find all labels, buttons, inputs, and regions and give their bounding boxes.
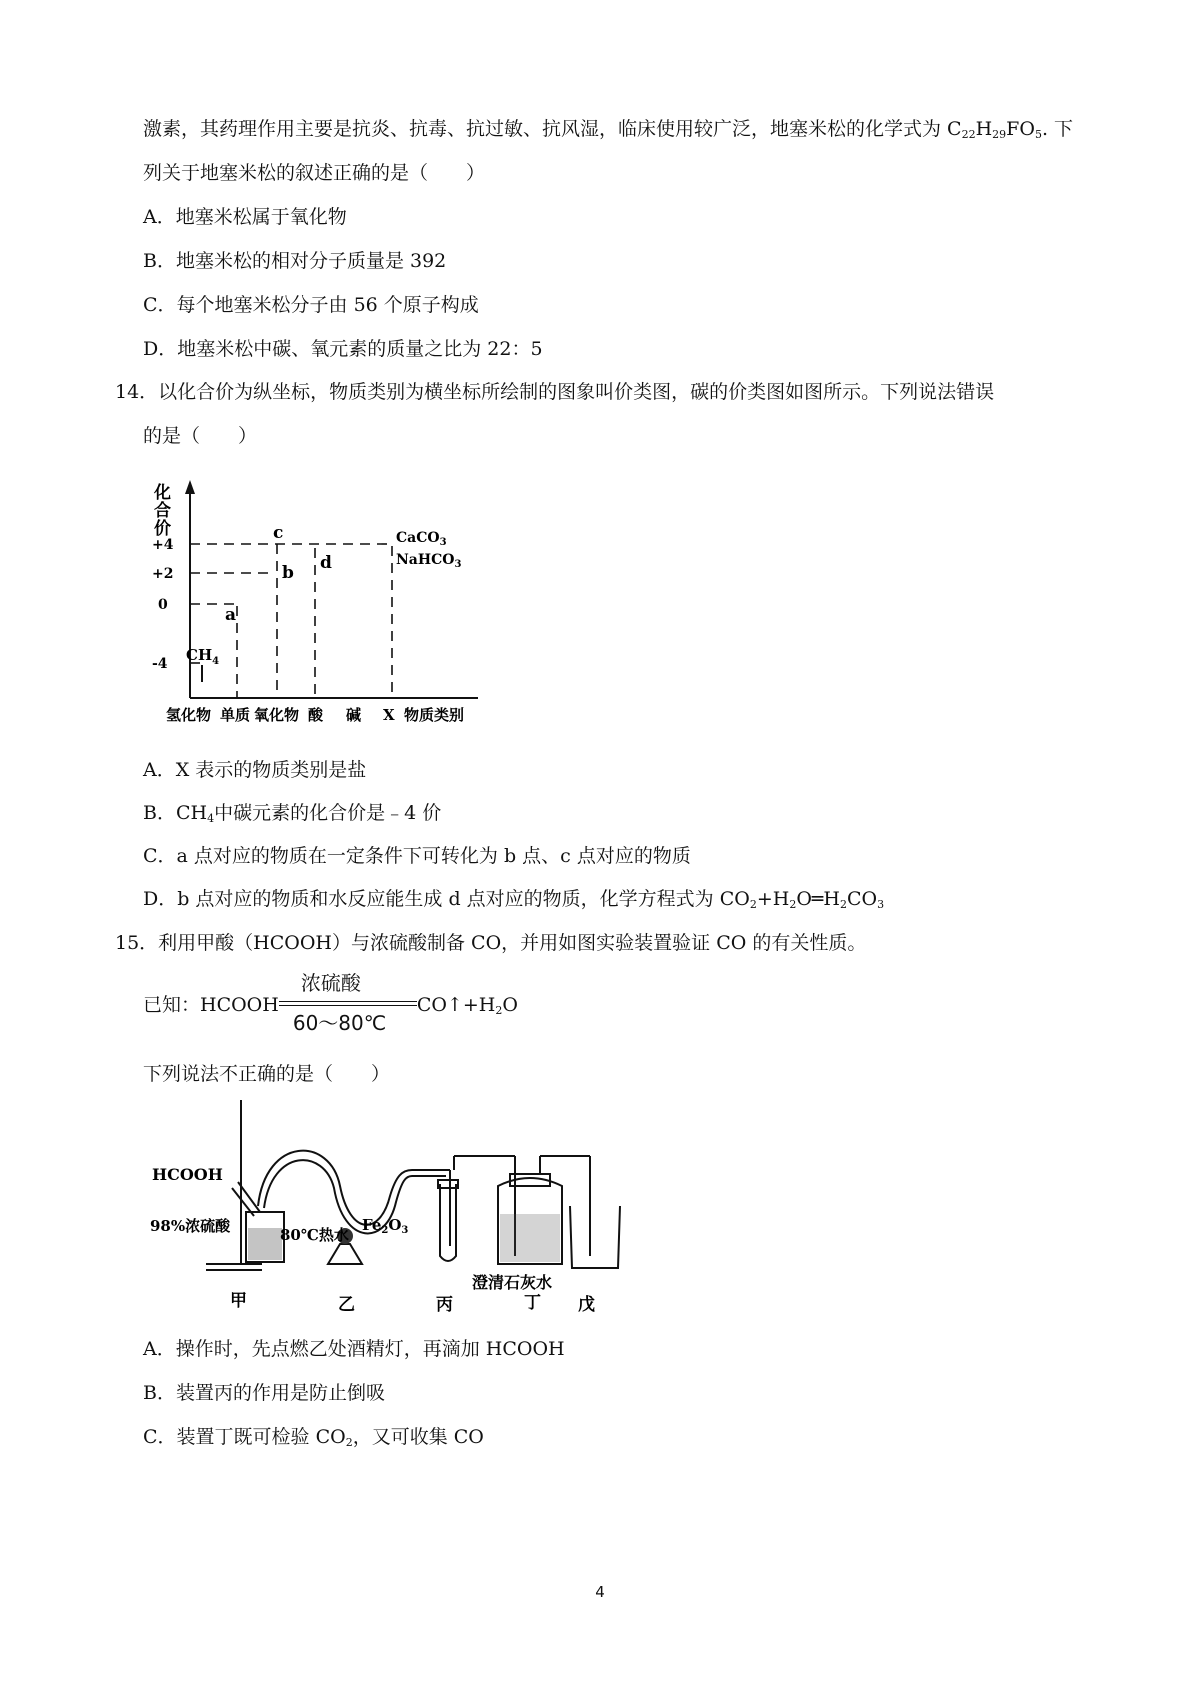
q13-stem-line1: 激素，其药理作用主要是抗炎、抗毒、抗过敏、抗风湿，临床使用较广泛，地塞米松的化学式为 $C_{22}H_{29}FO_5$. 下: [143, 118, 1074, 141]
label-bing: 丙: [436, 1295, 453, 1315]
label-wu: 戊: [578, 1295, 595, 1315]
limewater-label: 澄清石灰水: [472, 1273, 553, 1292]
label-jia: 甲: [230, 1291, 247, 1311]
q13-option-b: B．地塞米松的相对分子质量是 392: [143, 250, 447, 272]
q13-option-d: D．地塞米松中碳、氧元素的质量之比为 22：5: [143, 338, 543, 360]
hcooh-label: HCOOH: [152, 1165, 223, 1184]
x-cat-element: 单质: [220, 706, 251, 724]
q15-known-equation: 已知：HCOOH 浓硫酸 60～80℃ $CO↑+H_2O$: [143, 971, 518, 1035]
q13-stem-line2: 列关于地塞米松的叙述正确的是（ ）: [143, 162, 486, 184]
hot-water-label: 80℃热水: [280, 1226, 349, 1244]
x-cat-base: 碱: [346, 706, 362, 724]
q14-option-d: D．b 点对应的物质和水反应能生成 d 点对应的物质，化学方程式为 $CO_2+H_2O═H_2CO_3$: [143, 888, 885, 911]
x-cat-hydride: 氢化物: [166, 706, 212, 724]
q14-option-a: A．X 表示的物质类别是盐: [143, 759, 367, 781]
point-d: d: [320, 553, 332, 573]
q13-option-c: C．每个地塞米松分子由 56 个原子构成: [143, 294, 479, 316]
q15-option-c: C．装置丁既可检验 $CO_2$，又可收集 CO: [143, 1426, 484, 1449]
x-axis-title: 物质类别: [404, 706, 465, 724]
caco3-label: CaCO$_3$: [396, 530, 447, 548]
q14-stem-line1: 14．以化合价为纵坐标，物质类别为横坐标所绘制的图象叫价类图，碳的价类图如图所示。下列说法错误: [115, 381, 995, 403]
q13-option-a: A．地塞米松属于氧化物: [143, 206, 347, 228]
x-cat-x: X: [383, 706, 395, 724]
y-tick-plus4: +4: [152, 537, 174, 553]
y-tick-plus2: +2: [152, 566, 174, 582]
y-tick-minus4: -4: [152, 656, 168, 672]
label-ding: 丁: [524, 1293, 541, 1313]
q15-option-b: B．装置丙的作用是防止倒吸: [143, 1382, 385, 1404]
q14-option-c: C．a 点对应的物质在一定条件下可转化为 b 点、c 点对应的物质: [143, 845, 691, 867]
experiment-apparatus: [150, 1096, 630, 1320]
q15-stem: 15．利用甲酸（HCOOH）与浓硫酸制备 CO，并用如图实验装置验证 CO 的有关性质。: [115, 932, 867, 954]
x-cat-oxide: 氧化物: [254, 706, 300, 724]
q15-option-a: A．操作时，先点燃乙处酒精灯，再滴加 HCOOH: [143, 1338, 565, 1360]
acid-label: 98%浓硫酸: [150, 1217, 231, 1235]
point-b: b: [282, 563, 294, 583]
q14-stem-line2: 的是（ ）: [143, 425, 258, 447]
point-a: a: [225, 605, 237, 625]
valence-class-chart: [140, 468, 520, 732]
y-axis-label-2: 合: [154, 501, 171, 521]
label-yi: 乙: [338, 1295, 355, 1315]
x-cat-acid: 酸: [308, 706, 324, 724]
q14-option-b: B．$CH_4$中碳元素的化合价是﹣4 价: [143, 802, 442, 825]
condition-bottom: 60～80℃: [292, 1011, 387, 1035]
page-number: 4: [595, 1583, 605, 1601]
point-c: c: [273, 523, 284, 543]
y-tick-0: 0: [158, 597, 168, 613]
y-axis-label-1: 化: [154, 483, 171, 503]
y-axis-label-3: 价: [154, 519, 171, 539]
condition-top: 浓硫酸: [300, 971, 361, 995]
q15-ask: 下列说法不正确的是（ ）: [143, 1063, 391, 1085]
fe2o3-label: $Fe_2O_3$: [362, 1216, 409, 1236]
nahco3-label: NaHCO$_3$: [396, 552, 462, 570]
ch4-label: $CH_4$: [186, 646, 220, 667]
